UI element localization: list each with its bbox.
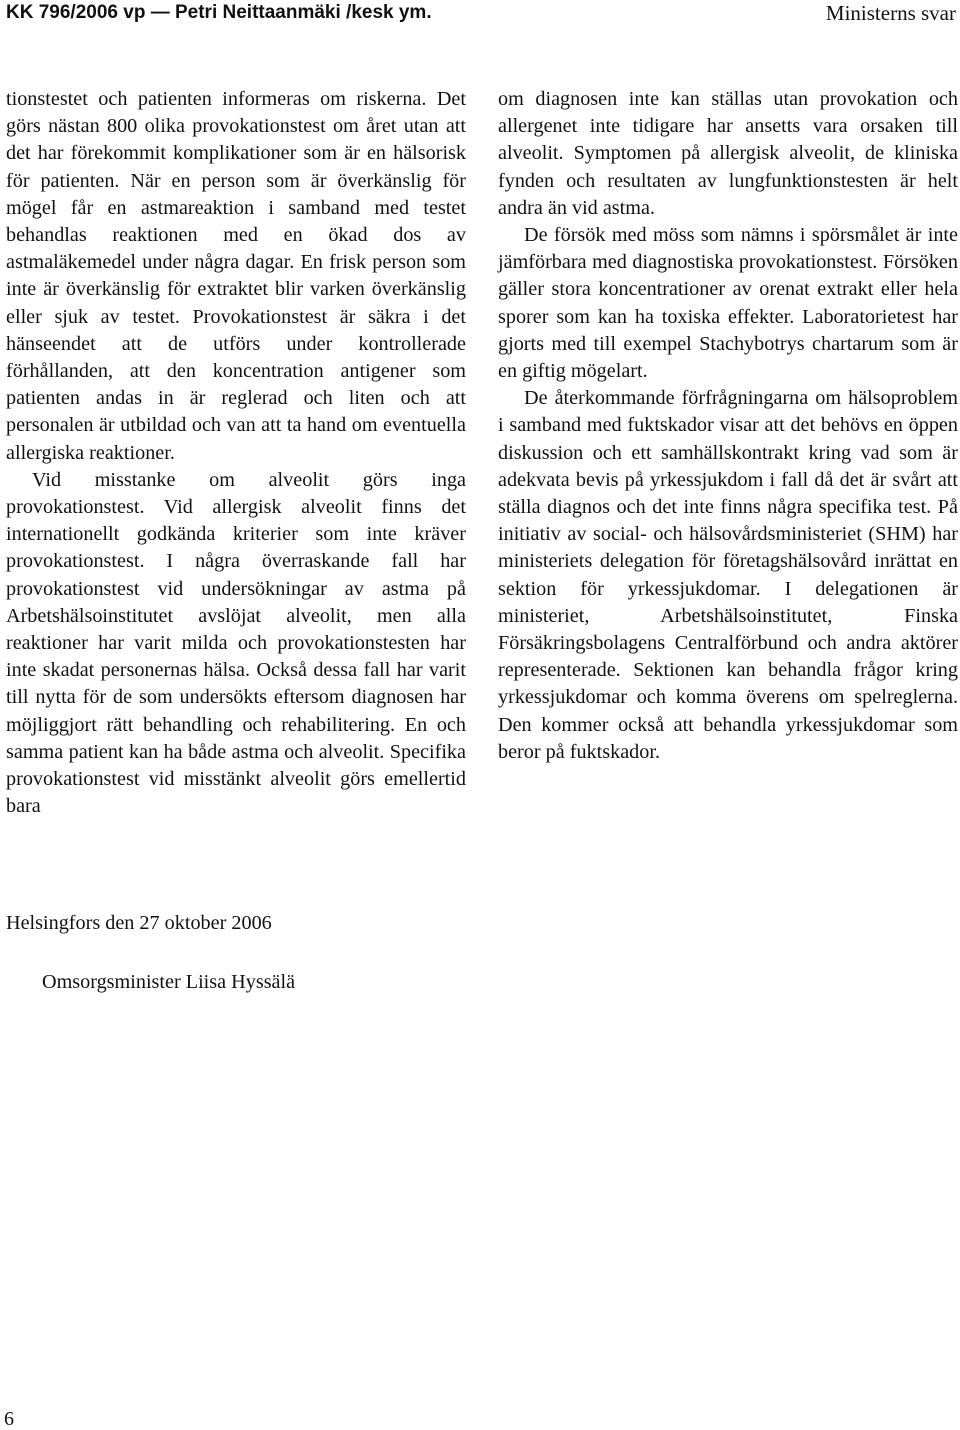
section-title: Ministerns svar: [825, 1, 956, 25]
paragraph: tionstestet och patienten informeras om riskerna. Det görs nästan 800 olika provokationstest om året utan att det har förekommit komplikationer som är en hälsorisk för patienten. När en person som är överkänslig för mögel får en astmareaktion i samband med testet behandlas reaktionen med en ökad dos av astmaläkemedel under några dagar. En frisk person som inte är överkänslig för extraktet blir varken överkänslig eller sjuk av testet. Provokationstest är säkra i det hänseendet att de utförs under kontrollerade förhållanden, att den koncentration antigener som patienten andas in är reglerad och liten och att personalen är utbildad och van att ta hand om eventuella allergiska reaktioner.: [6, 88, 466, 464]
signature-name-line: Omsorgsminister Liisa Hyssälä: [42, 971, 296, 993]
page-number: 6: [4, 1408, 14, 1430]
paragraph: De försök med möss som nämns i spörsmålet är inte jämförbara med diagnostiska provokationstest. Försöken gäller stora koncentrationer av orenat extrakt eller hela sporer som kan ha toxiska effekter. Laboratorietest har gjorts med till exempel Stachybotrys chartarum som är en giftig mögelart.: [498, 224, 958, 383]
signature-date-line: Helsingfors den 27 oktober 2006: [6, 912, 272, 934]
right-column: [498, 86, 958, 766]
page-header: [6, 0, 956, 26]
paragraph: Vid misstanke om alveolit görs inga provokationstest. Vid allergisk alveolit finns det internationellt godkända kriterier som inte kräver provokationstest. I några överraskande fall har provokationstest vid undersökningar av astma på Arbetshälsoinstitutet avslöjat alveolit, men alla reaktioner har varit milda och provokationstesten har inte skadat personernas hälsa. Också dessa fall har varit till nytta för de som undersökts eftersom diagnosen har möjliggjort rätt behandling och rehabilitering. En och samma patient kan ha både astma och alveolit. Specifika provokationstest vid misstänkt alveolit görs emellertid bara: [6, 468, 466, 818]
left-column: [6, 86, 466, 820]
paragraph: om diagnosen inte kan ställas utan provokation och allergenet inte tidigare har ansetts vara orsaken till alveolit. Symptomen på allergisk alveolit, de kliniska fynden och resultaten av lungfunktionstesten är helt andra än vid astma.: [498, 88, 958, 219]
paragraph: De återkommande förfrågningarna om hälsoproblem i samband med fuktskador visar att det behövs en öppen diskussion och ett samhällskontrakt kring vad som är adekvata bevis på yrkessjukdom i fall då det är svårt att ställa diagnos och det inte finns några specifika test. På initiativ av social- och hälsovårdsministeriet (SHM) har ministeriets delegation för företagshälsovård inrättat en sektion för yrkessjukdomar. I delegationen är ministeriet, Arbetshälsoinstitutet, Finska Försäkringsbolagens Centralförbund och andra aktörer representerade. Sektionen kan behandla frågor kring yrkessjukdomar och komma överens om spelreglerna. Den kommer också att behandla yrkessjukdomar som beror på fuktskador.: [498, 387, 958, 763]
document-reference: KK 796/2006 vp — Petri Neittaanmäki /kesk ym.: [6, 2, 432, 23]
